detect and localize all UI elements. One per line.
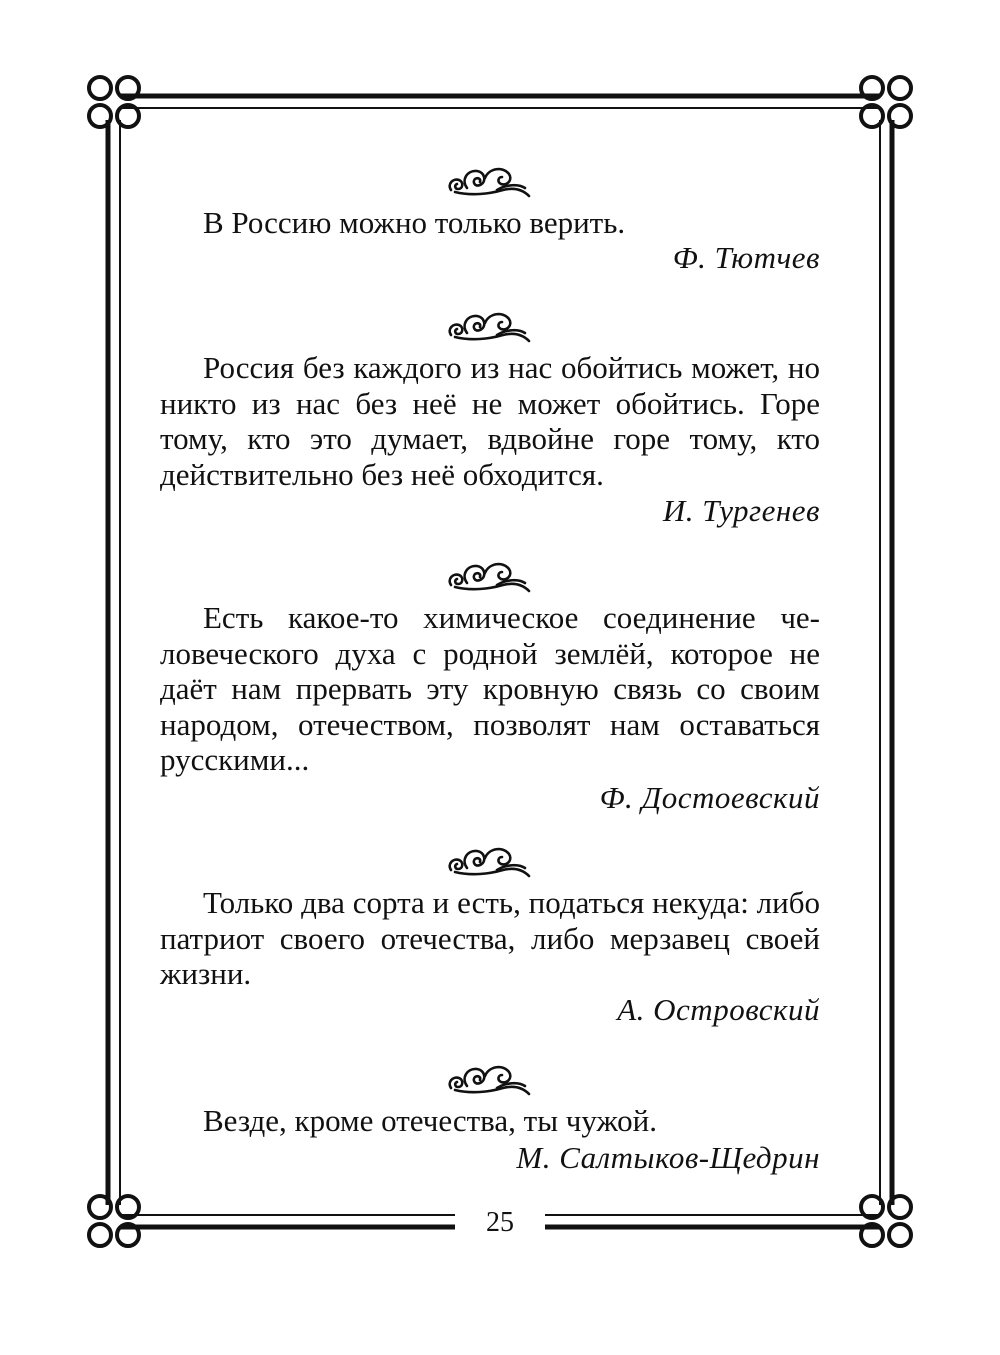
quote-text: Везде, кроме отечества, ты чужой.: [203, 1103, 657, 1138]
quote-text: Есть какое-то химическое соединение человеческого духа с родной землёй, которое не даёт нам прервать эту кровную связь со своим народом, отечеством, позволят нам оставаться русскими...: [160, 600, 820, 777]
quote-text: В Россию можно только верить.: [203, 205, 626, 240]
swirl-ornament-icon: [445, 1058, 535, 1100]
page-number: 25: [474, 1207, 526, 1238]
quote-text: Россия без каждого из нас обойтись может, но никто из нас без неё не может обойтись. Горе тому, кто это думает, вдвойне горе тому, кто действительно без неё обходится.: [160, 350, 820, 492]
celtic-knot-corner-icon: [89, 77, 139, 127]
swirl-ornament-icon: [445, 840, 535, 882]
quote-author: М. Салтыков-Щедрин: [516, 1140, 820, 1175]
quote-author: А. Островский: [617, 992, 820, 1027]
page-number-wrapper: [0, 1203, 1000, 1243]
quote-author: Ф. Достоевский: [599, 780, 820, 815]
swirl-ornament-icon: [445, 555, 535, 597]
swirl-ornament-icon: [445, 305, 535, 347]
swirl-ornament-icon: [445, 160, 535, 202]
celtic-knot-corner-icon: [861, 77, 911, 127]
quote-text: Только два сорта и есть, податься некуда: либо патриот своего отечества, либо мерзавец своей жизни.: [160, 885, 820, 991]
quote-author: И. Тургенев: [662, 493, 820, 528]
quote-author: Ф. Тютчев: [672, 240, 820, 275]
